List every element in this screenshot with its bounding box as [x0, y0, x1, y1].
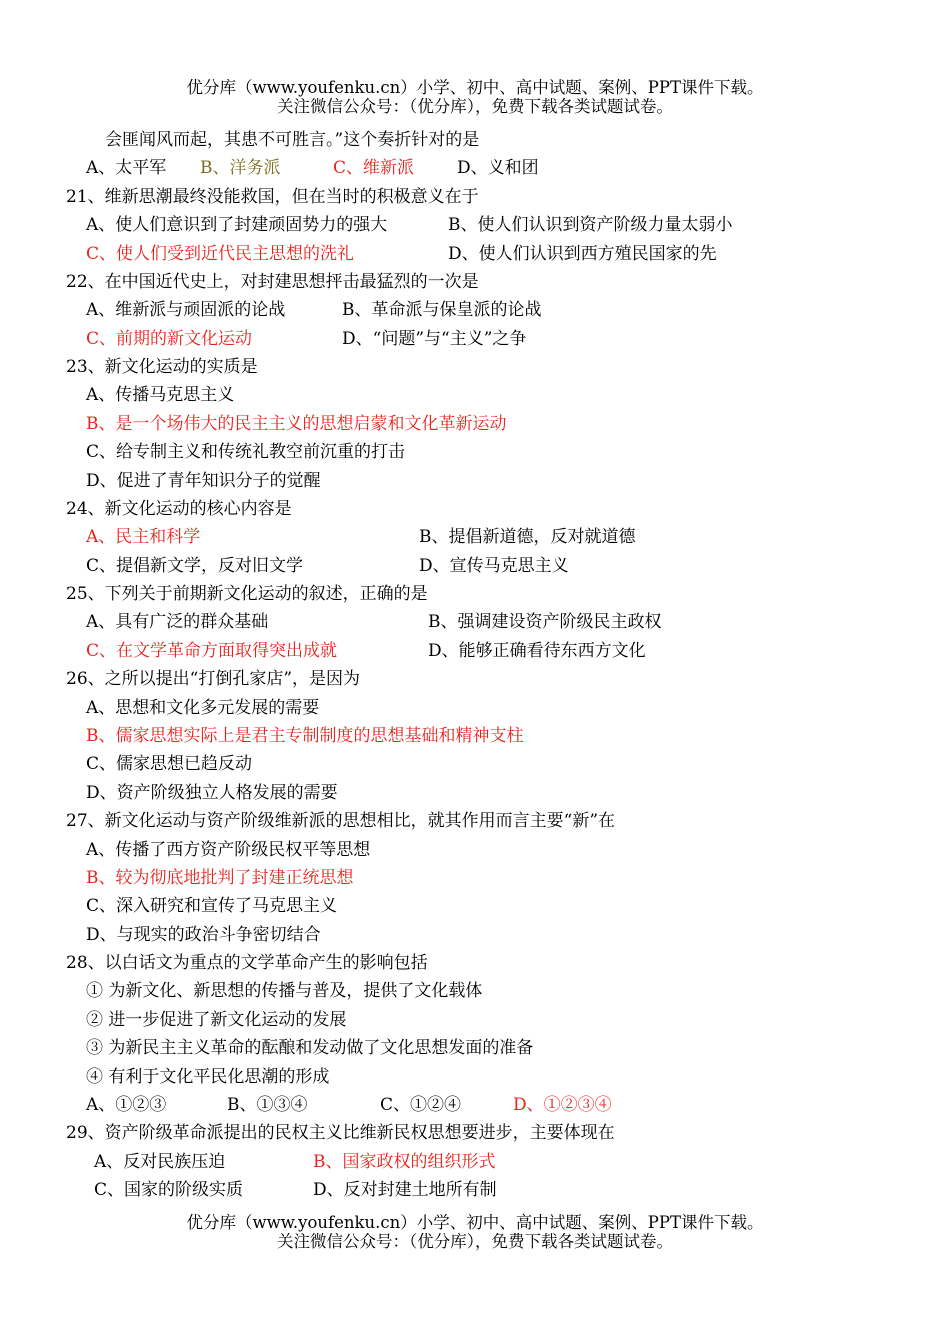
q27-segment-0: 27、新文化运动与资产阶级维新派的思想相比，就其作用而言主要“新”在: [66, 811, 616, 832]
q28-2-segment-0: ② 进一步促进了新文化运动的发展: [86, 1009, 347, 1030]
q27-a-segment-0: A、传播了西方资产阶级民权平等思想: [86, 839, 371, 860]
q21-segment-0: 21、维新思潮最终没能救国，但在当时的积极意义在于: [66, 186, 479, 207]
q26-segment-0: 26、之所以提出“打倒孔家店”，是因为: [66, 669, 361, 690]
q28-options-segment-1: B、①③④: [227, 1094, 308, 1115]
q27-d-segment-0: D、与现实的政治斗争密切结合: [86, 924, 321, 945]
q27-c-segment-0: C、深入研究和宣传了马克思主义: [86, 896, 338, 917]
q22-ab-segment-1: B、革命派与保皇派的论战: [342, 300, 542, 321]
footer-line-1: 优分库（www.youfenku.cn）小学、初中、高中试题、案例、PPT课件下载。: [186, 1213, 764, 1232]
q29-ab-segment-1: B、国家政权的组织形式: [313, 1151, 496, 1172]
q29-segment-0: 29、资产阶级革命派提出的民权主义比维新民权思想要进步，主要体现在: [66, 1123, 615, 1144]
q22-cd-segment-1: D、“问题”与“主义”之争: [342, 328, 527, 349]
footer-line-2: 关注微信公众号：（优分库），免费下载各类试题试卷。: [277, 1232, 673, 1251]
q27-b-segment-0: B、较为彻底地批判了封建正统思想: [86, 867, 354, 888]
q28-segment-0: 28、以白话文为重点的文学革命产生的影响包括: [66, 953, 428, 974]
header-line-2: 关注微信公众号：（优分库），免费下载各类试题试卷。: [277, 97, 673, 116]
q22-ab-segment-0: A、维新派与顽固派的论战: [86, 300, 286, 321]
q22-segment-0: 22、在中国近代史上，对封建思想抨击最猛烈的一次是: [66, 271, 479, 292]
q26-b-segment-0: B、儒家思想实际上是君主专制制度的思想基础和精神支柱: [86, 725, 524, 746]
q28-options-segment-3: D、①②③④: [513, 1094, 612, 1115]
q28-1-segment-0: ① 为新文化、新思想的传播与普及，提供了文化载体: [86, 981, 483, 1002]
q25-ab-segment-0: A、具有广泛的群众基础: [86, 612, 269, 633]
q28-3-segment-0: ③ 为新民主主义革命的酝酿和发动做了文化思想发面的准备: [86, 1038, 534, 1059]
q29-ab-segment-0: A、反对民族压迫: [94, 1151, 226, 1172]
q23-c-segment-0: C、给专制主义和传统礼教空前沉重的打击: [86, 442, 406, 463]
page-header: [0, 78, 950, 116]
continuation-segment-0: 会匪闻风而起，其患不可胜言。”这个奏折针对的是: [105, 130, 480, 150]
q29-cd-segment-0: C、国家的阶级实质: [94, 1180, 244, 1201]
q24-cd-segment-1: D、宣传马克思主义: [419, 555, 569, 576]
q24-ab-segment-0: A、民主和科学: [86, 527, 201, 548]
q28-4-segment-0: ④ 有利于文化平民化思潮的形成: [86, 1066, 330, 1087]
q28-options-segment-0: A、①②③: [86, 1094, 167, 1115]
q29-cd-segment-1: D、反对封建土地所有制: [313, 1180, 497, 1201]
q24-ab-segment-1: B、提倡新道德，反对就道德: [419, 527, 636, 548]
q26-c-segment-0: C、儒家思想已趋反动: [86, 754, 253, 775]
q23-segment-0: 23、新文化运动的实质是: [66, 357, 258, 378]
q26-d-segment-0: D、资产阶级独立人格发展的需要: [86, 782, 338, 803]
q24-cd-segment-0: C、提倡新文学，反对旧文学: [86, 555, 304, 576]
q21-cd-segment-0: C、使人们受到近代民主思想的洗礼: [86, 243, 355, 264]
q20-options-segment-3: D、义和团: [457, 158, 539, 179]
q21-ab-segment-0: A、使人们意识到了封建顽固势力的强大: [86, 215, 388, 236]
q25-segment-0: 25、下列关于前期新文化运动的叙述，正确的是: [66, 584, 428, 605]
q26-a-segment-0: A、思想和文化多元发展的需要: [86, 697, 320, 718]
q23-d-segment-0: D、促进了青年知识分子的觉醒: [86, 470, 321, 491]
q28-options-segment-2: C、①②④: [380, 1094, 462, 1115]
q25-cd-segment-1: D、能够正确看待东西方文化: [428, 640, 646, 661]
q22-cd-segment-0: C、前期的新文化运动: [86, 328, 253, 349]
q23-b-segment-0: B、是一个场伟大的民主主义的思想启蒙和文化革新运动: [86, 413, 507, 434]
q21-cd-segment-1: D、使人们认识到西方殖民国家的先: [448, 243, 717, 264]
q23-a-segment-0: A、传播马克思主义: [86, 385, 235, 406]
q24-segment-0: 24、新文化运动的核心内容是: [66, 498, 292, 519]
q20-options-segment-2: C、维新派: [333, 158, 415, 179]
page-footer: [0, 1213, 950, 1251]
q20-options-segment-0: A、太平军: [86, 158, 167, 179]
q21-ab-segment-1: B、使人们认识到资产阶级力量太弱小: [448, 215, 733, 236]
q20-options-segment-1: B、洋务派: [200, 158, 281, 179]
q25-ab-segment-1: B、强调建设资产阶级民主政权: [428, 612, 662, 633]
header-line-1: 优分库（www.youfenku.cn）小学、初中、高中试题、案例、PPT课件下载。: [186, 78, 764, 97]
q25-cd-segment-0: C、在文学革命方面取得突出成就: [86, 640, 338, 661]
